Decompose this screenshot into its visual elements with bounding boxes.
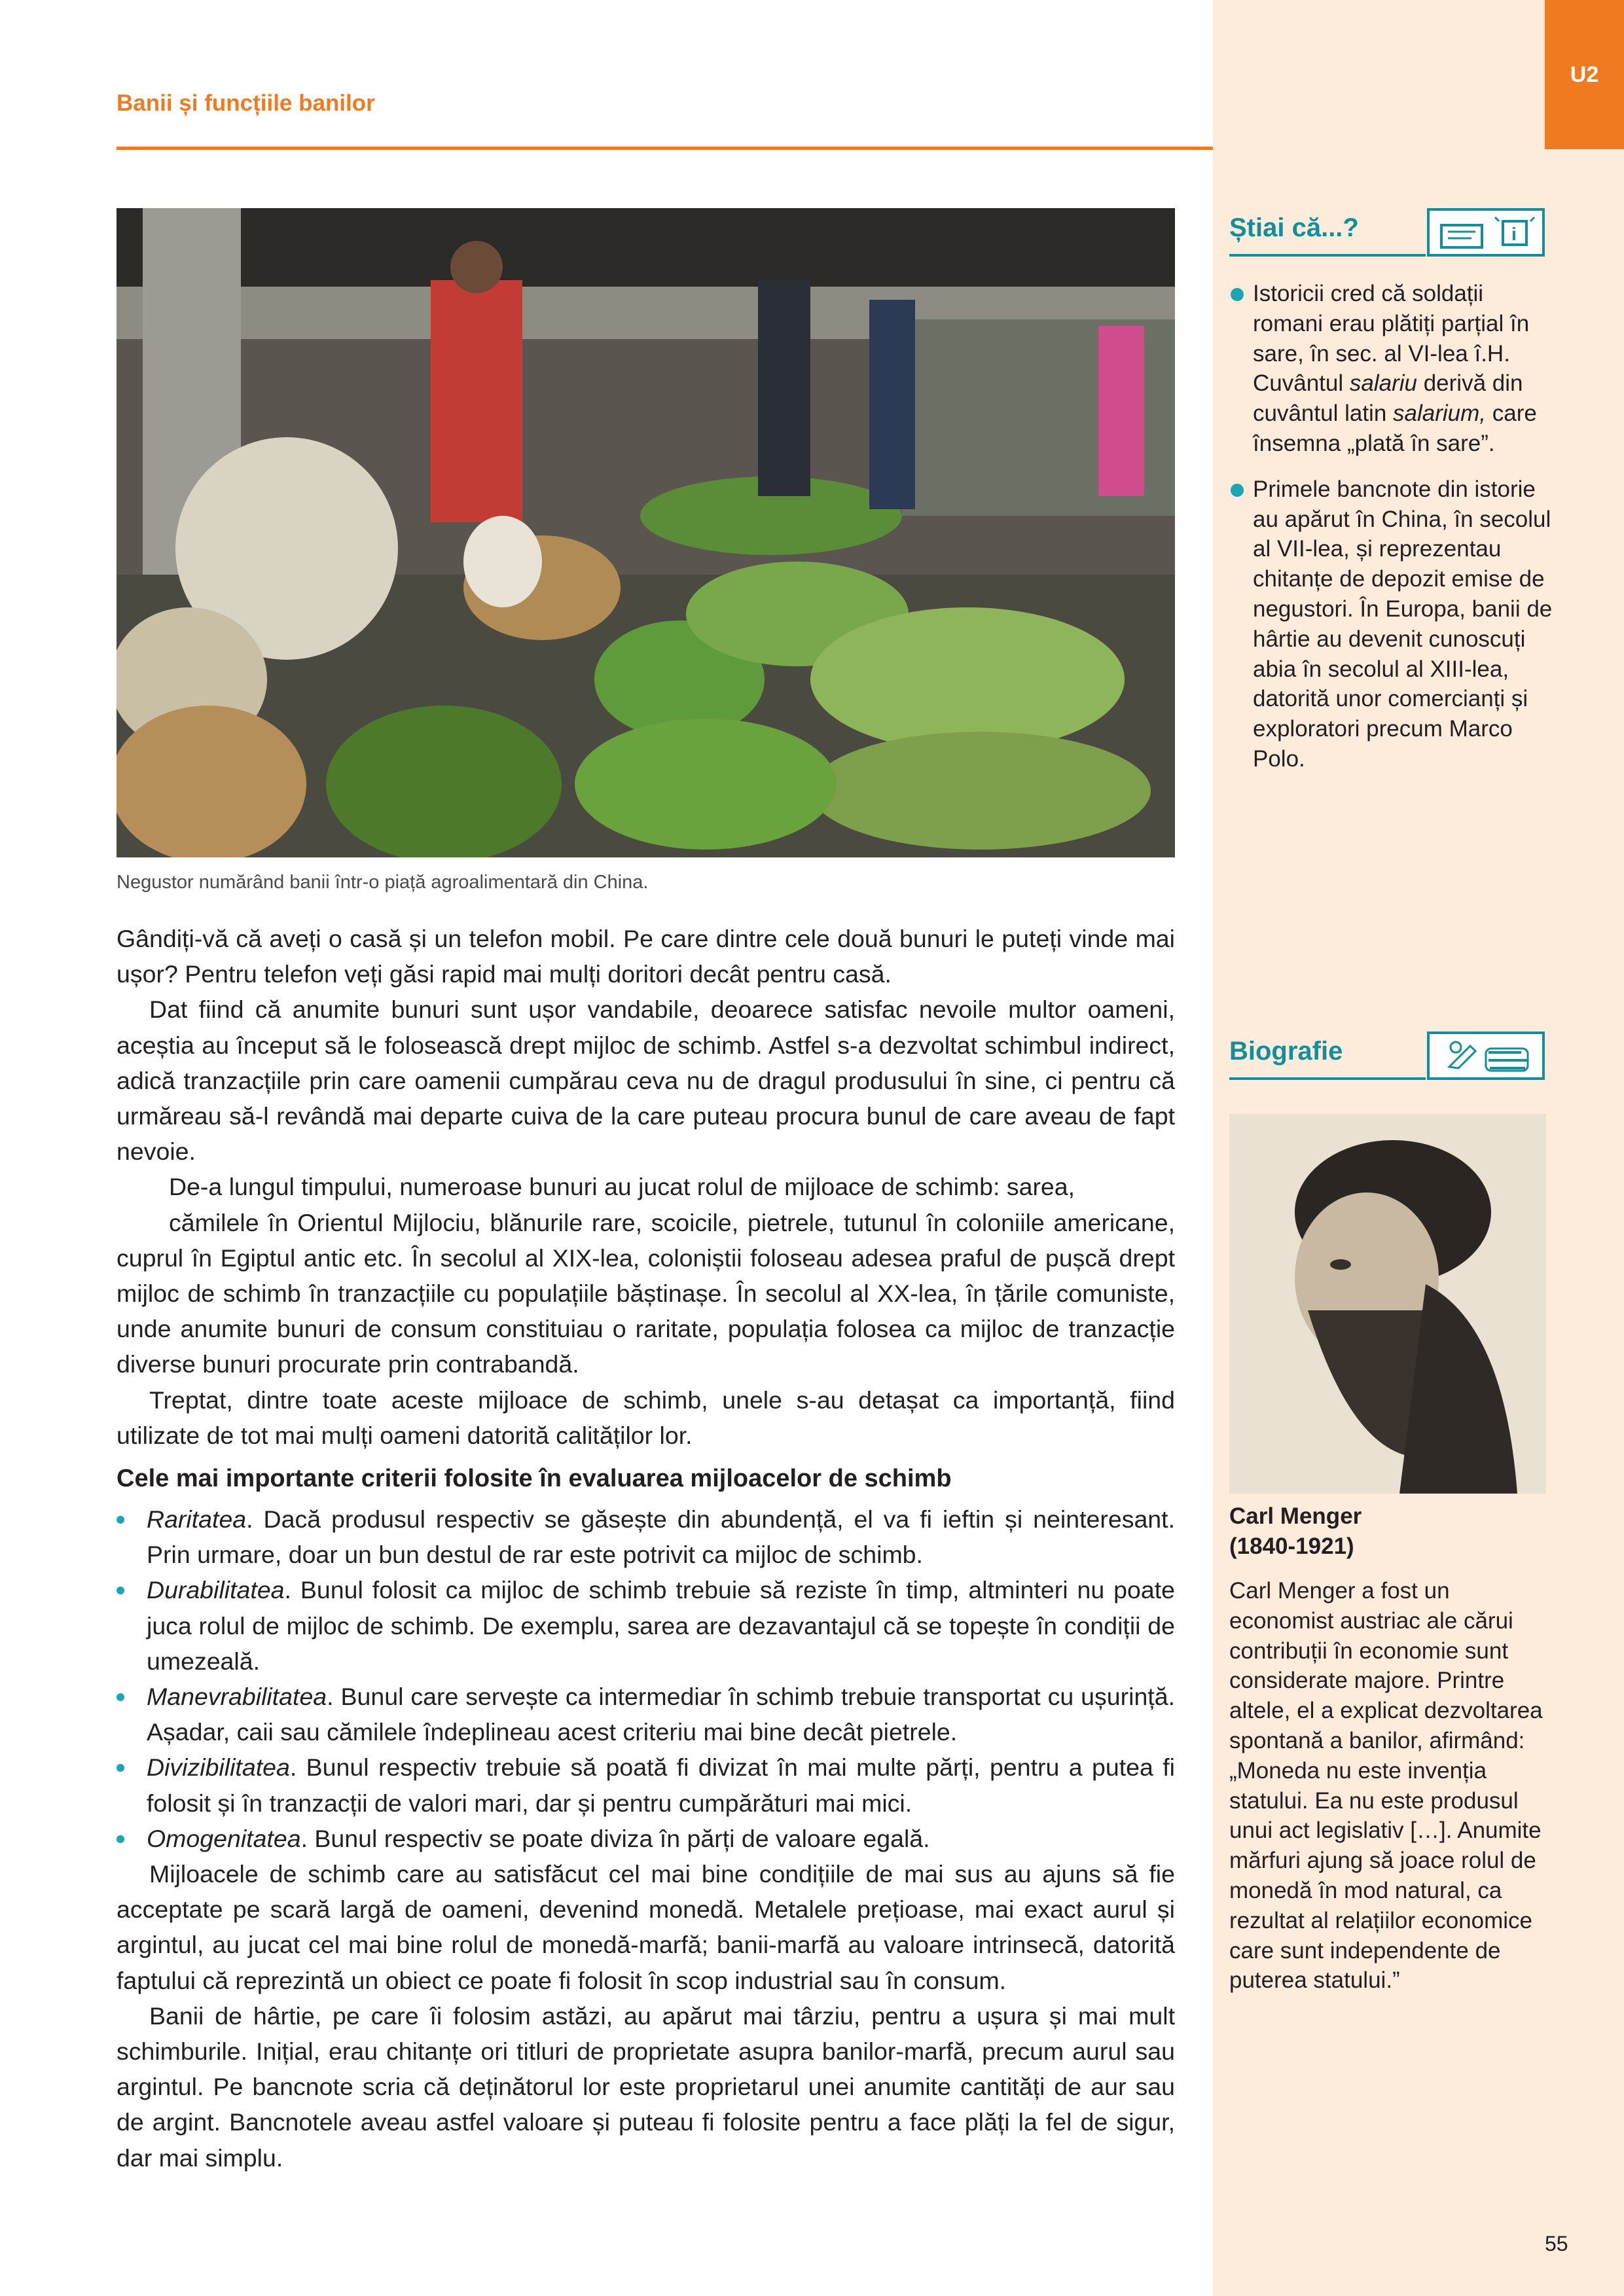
criteria-heading: Cele mai importante criterii folosite în evaluarea mijloacelor de schimb [117, 1465, 952, 1492]
stiati-rule [1229, 254, 1426, 257]
bio-text: Carl Menger a fost un economist austriac ale cărui contribuții în economie sunt considerate majore. Printre altele, el a explicat dezvoltarea spontană a banilor, afirmând: „Moneda nu este invenția statului. Ea nu este produsul unui act legislativ […]. Anumite mărfuri ajung să joace rolul de monedă în mod natural, ca rezultat al relațiilor economice care sunt independente de puterea statului.” [1229, 1578, 1543, 1994]
criterion-term: Durabilitatea [147, 1576, 285, 1604]
header-rule [117, 147, 1213, 150]
criterion-text: . Bunul respectiv trebuie să poată fi divizat în mai multe părți, pentru a putea fi folosit și în tranzacții de valori mari, dar și pentru cumpărături mai mici. [147, 1753, 1175, 1817]
list-item [117, 1821, 1175, 1856]
body-text-block [117, 921, 1175, 1453]
paragraph: Banii de hârtie, pe care îi folosim astăzi, au apărut mai târziu, pentru a ușura și mai mult schimburile. Inițial, erau chitanțe ori titluri de proprietate asupra banilor-marfă, precum aurul sau argintul. Pe bancnote scria că deținătorul lor este proprietarul unei anumite cantități de aur sau de argint. Bancnotele aveau astfel valoare și puteau fi folosite pentru a face plăți la fel de sigur, dar mai simplu. [117, 2001, 1175, 2172]
svg-text:i: i [1511, 224, 1517, 244]
chapter-title: Banii și funcțiile banilor [117, 90, 375, 116]
bio-rule [1229, 1077, 1426, 1080]
criterion-text: . Bunul respectiv se poate diviza în părți de valoare egală. [300, 1824, 930, 1852]
bio-years: (1840-1921) [1229, 1534, 1354, 1559]
list-item: Istoricii cred că soldații romani erau plătiți parțial în sare, în sec. al VI-lea î.H. Cuvântul salariu derivă din cuvântul latin salarium, care însemna „plată în sare”. [1231, 279, 1558, 459]
bullet-icon [117, 1764, 124, 1772]
page-number: 55 [1545, 2232, 1568, 2255]
paragraph: Gândiți-vă că aveți o casă și un telefon mobil. Pe care dintre cele două bunuri le puteți vinde mai ușor? Pentru telefon veți găsi rapid mai mulți doritori decât pentru casă. [117, 925, 1175, 988]
bullet-icon [1231, 288, 1244, 301]
bio-name: Carl Menger [1229, 1503, 1362, 1529]
criterion-term: Divizibilitatea [147, 1753, 290, 1782]
bio-heading: Biografie [1229, 1037, 1343, 1066]
bullet-icon [117, 1587, 124, 1594]
info-note-icon [1427, 208, 1545, 257]
bullet-icon [117, 1693, 124, 1701]
unit-tab: U2 [1545, 0, 1624, 149]
criteria-list [117, 1501, 1175, 2176]
criterion-term: Omogenitatea [147, 1824, 301, 1852]
paragraph: De-a lungul timpului, numeroase bunuri au jucat rolul de mijloace de schimb: sarea, [169, 1173, 1075, 1201]
pointing-hand-icon [1427, 1031, 1545, 1080]
paragraph: Dat fiind că anumite bunuri sunt ușor vandabile, deoarece satisfac nevoile multor oameni, aceștia au început să le folosească drept mijloc de schimb. Astfel s-a dezvoltat schimbul indirect, adică tranzacțiile prin care oamenii cumpărau ceva nu de dragul produsului în sine, ci pentru că urmăreau să-l revândă mai departe cuiva de la care puteau procura bunul de care aveau de fapt nevoie. [117, 996, 1175, 1166]
list-item [117, 1749, 1175, 1820]
stiati-heading: Știai că...? [1229, 213, 1359, 242]
bullet-icon [1231, 484, 1244, 497]
photo-caption: Negustor numărând banii într-o piață agroalimentară din China. [117, 872, 649, 893]
list-item [117, 1572, 1175, 1679]
carl-menger-portrait [1229, 1114, 1546, 1494]
paragraph: Treptat, dintre toate aceste mijloace de schimb, unele s-au detașat ca importanță, fiind utilizate de tot mai mulți oameni datorită calităților lor. [117, 1386, 1175, 1449]
bullet-icon [117, 1835, 124, 1843]
criterion-text: . Bunul care servește ca intermediar în schimb trebuie transportat cu ușurință. Așadar, caii sau cămilele îndeplineau acest criteriu mai bine decât pietrele. [147, 1683, 1175, 1746]
list-item: Primele bancnote din istorie au apărut în China, în secolul al VII-lea, și reprezentau chitanțe de depozit emise de negustori. În Europa, banii de hârtie au devenit cunoscuți abia în secolul al XIII-lea, datorită unor comercianți și exploratori precum Marco Polo. [1231, 475, 1558, 774]
paragraph: Mijloacele de schimb care au satisfăcut cel mai bine condițiile de mai sus au ajuns să fie acceptate pe scară largă de oameni, devenind monedă. Metalele prețioase, mai exact aurul și argintul, au jucat cel mai bine rolul de monedă-marfă; banii-marfă au valoare intrinsecă, datorită faptului că reprezintă un obiect ce poate fi folosit în scop industrial sau în consum. [117, 1860, 1175, 1994]
criterion-text: . Bunul folosit ca mijloc de schimb trebuie să reziste în timp, altminteri nu poate juca rolul de mijloc de schimb. De exemplu, sarea are dezavantajul că se topește în condiții de umezeală. [147, 1576, 1175, 1675]
stiati-list [1231, 279, 1558, 790]
list-item [117, 1501, 1175, 1572]
criterion-term: Raritatea [147, 1505, 247, 1533]
bullet-icon [117, 1516, 124, 1524]
criterion-text: . Dacă produsul respectiv se găsește din abundență, el va fi ieftin și neinteresant. Prin urmare, doar un bun destul de rar este potrivit ca mijloc de schimb. [147, 1505, 1175, 1569]
paragraph: cămilele în Orientul Mijlociu, blănurile rare, scoicile, pietrele, tutunul în coloniile americane, cuprul în Egiptul antic etc. În secolul al XIX-lea, coloniștii foloseau adesea praful de pușcă drept mijloc de schimb în tranzacțiile cu populațiile băștinașe. În secolul al XX-lea, în țările comuniste, unde anumite bunuri de consum constituiau o raritate, populația folosea ca mijloc de tranzacție diverse bunuri procurate prin contrabandă. [117, 1208, 1175, 1378]
bio-person [1229, 1501, 1543, 1562]
criterion-term: Manevrabilitatea [147, 1683, 327, 1711]
list-item [117, 1679, 1175, 1749]
market-photo [117, 208, 1175, 857]
